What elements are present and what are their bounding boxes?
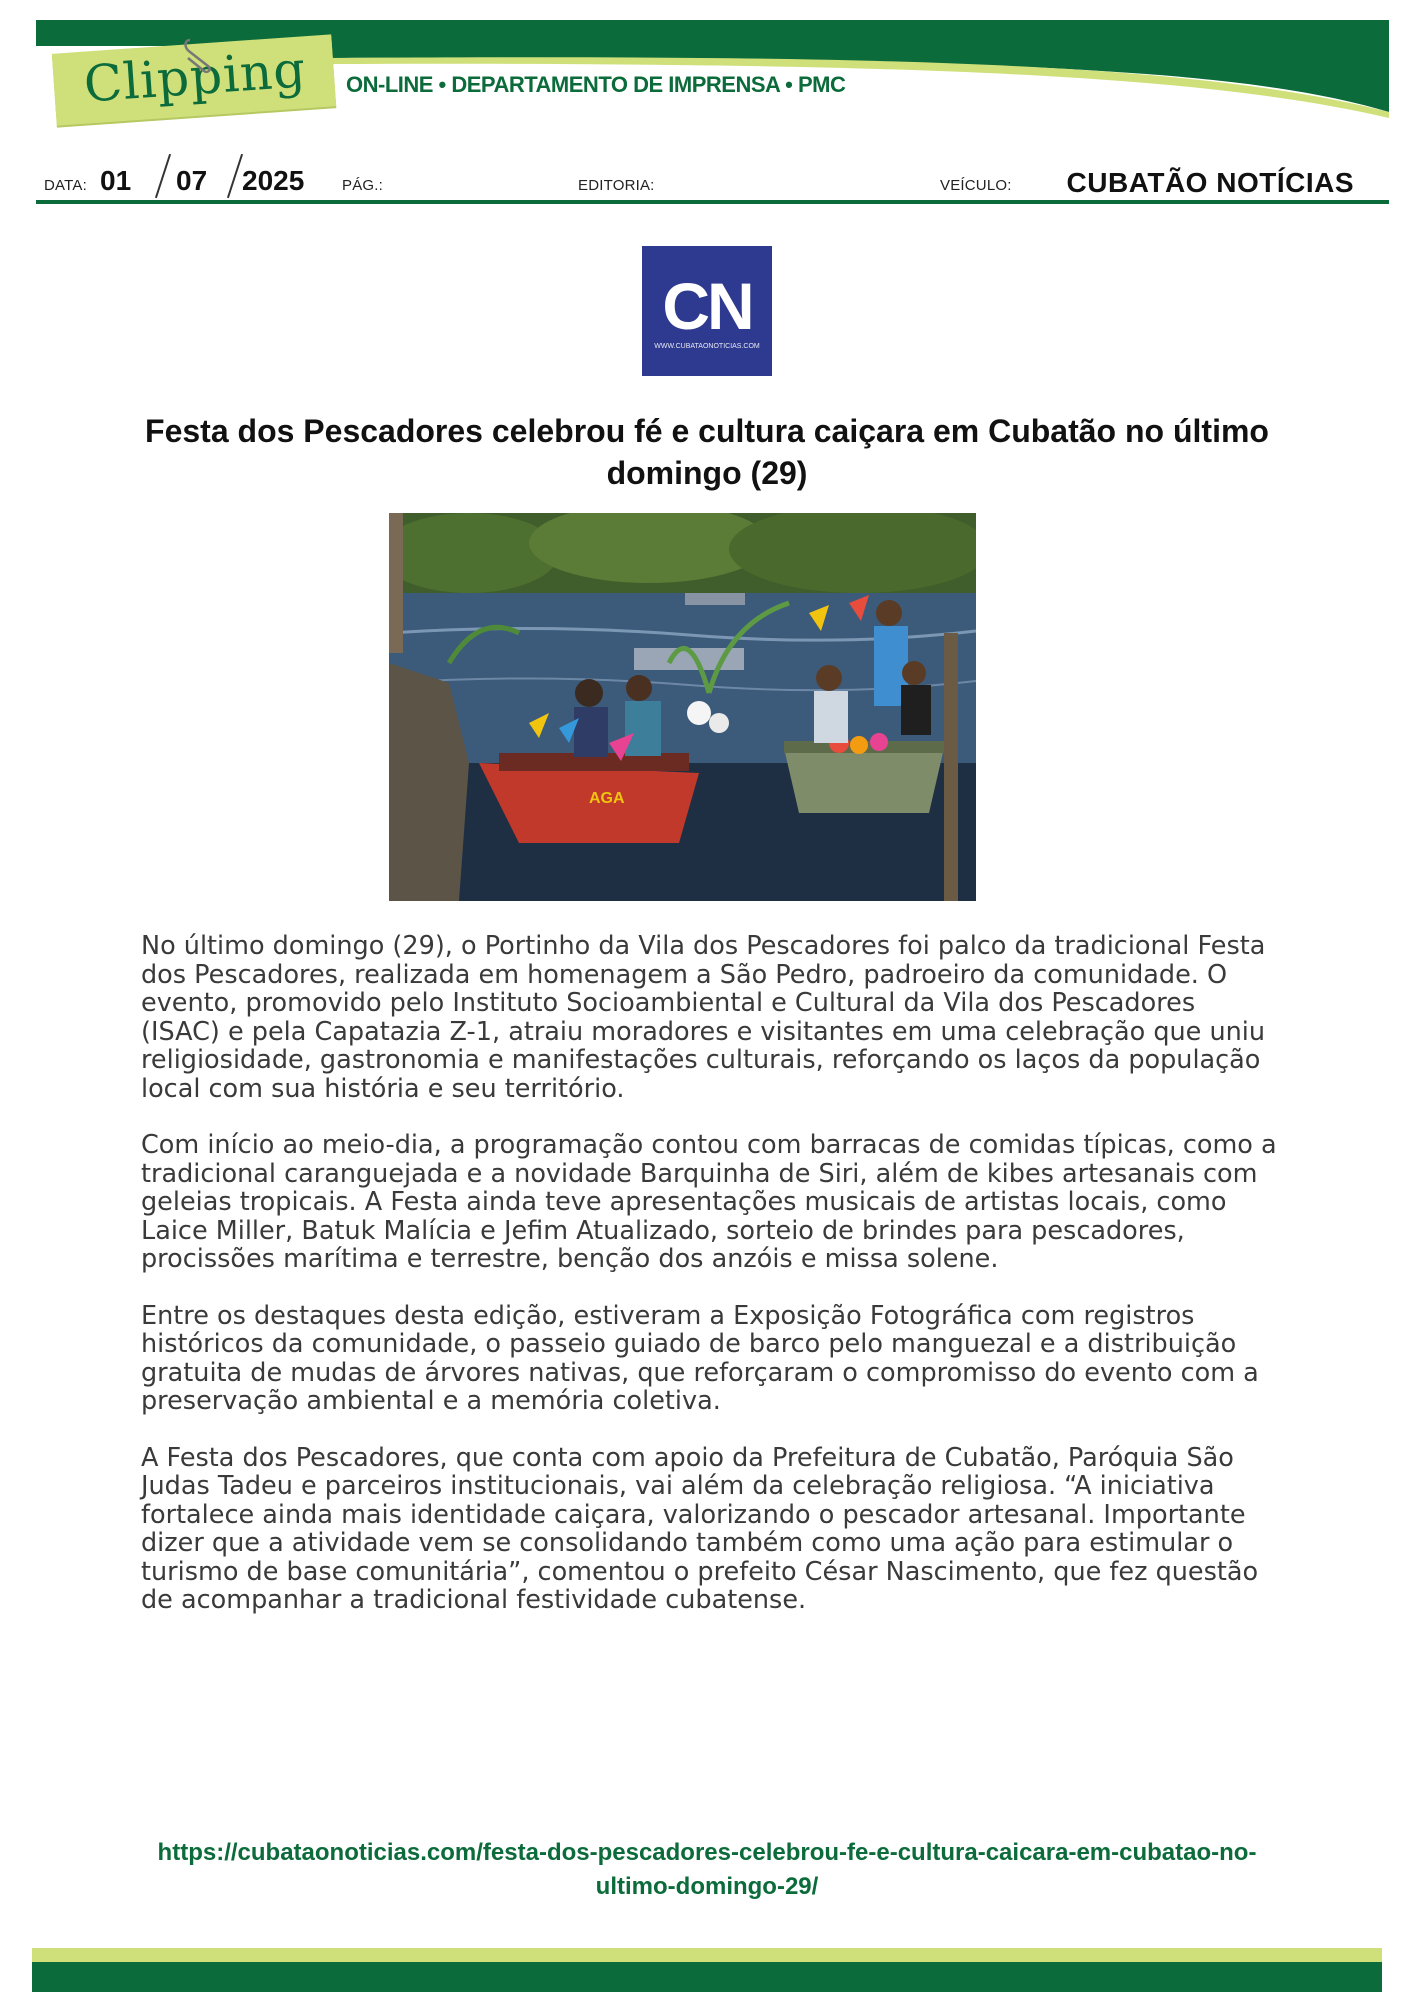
- boat-name: AGA: [589, 790, 625, 807]
- source-url-link[interactable]: https://cubataonoticias.com/festa-dos-pescadores-celebrou-fe-e-cultura-caicara-em-cubatao-no-ultimo-domingo-29/: [157, 1839, 1257, 1900]
- date-month: 07: [176, 165, 208, 196]
- meta-row: [44, 165, 1354, 205]
- article-paragraph: No último domingo (29), o Portinho da Vila dos Pescadores foi palco da tradicional Festa dos Pescadores, realizada em homenagem a São Pedro, padroeiro da comunidade. O evento, promovido pelo Instituto Socioambiental e Cultural da Vila dos Pescadores (ISAC) e pela Capatazia Z-1, atraiu moradores e visitantes em uma celebração que uniu religiosidade, gastronomia e manifestações culturais, reforçando os laços da população local com sua história e seu território.: [141, 931, 1266, 1104]
- logo-letters: CN: [662, 268, 752, 343]
- article-paragraph: Entre os destaques desta edição, estiveram a Exposição Fotográfica com registros históricos da comunidade, o passeio guiado de barco pelo manguezal e a distribuição gratuita de mudas de árvores nativas, que reforçaram o compromisso do evento com a preservação ambiental e a memória coletiva.: [141, 1300, 1259, 1416]
- article-photo: [389, 513, 976, 901]
- clipping-label: Clipping: [82, 40, 308, 114]
- page-label: PÁG.:: [342, 177, 384, 194]
- article-paragraph: Com início ao meio-dia, a programação contou com barracas de comidas típicas, como a tradicional caranguejada e a novidade Barquinha de Siri, além de kibes artesanais com geleias tropicais. A Festa ainda teve apresentações musicais de artistas locais, como Laice Miller, Batuk Malícia e Jefim Atualizado, sorteio de brindes para pescadores, procissões marítima e terrestre, benção dos anzóis e missa solene.: [141, 1130, 1277, 1274]
- header-divider: [36, 200, 1389, 204]
- header-subtitle: ON-LINE • DEPARTAMENTO DE IMPRENSA • PMC: [346, 72, 846, 97]
- date-label: DATA:: [44, 177, 87, 194]
- editoria-label: EDITORIA:: [578, 177, 655, 194]
- vehicle-label: VEÍCULO:: [940, 177, 1012, 194]
- vehicle-value: CUBATÃO NOTÍCIAS: [1066, 167, 1354, 198]
- footer-stripe-light: [32, 1948, 1382, 1962]
- date-separator: [155, 154, 171, 198]
- logo-url: WWW.CUBATAONOTICIAS.COM: [654, 342, 760, 350]
- date-separator: [227, 154, 243, 198]
- footer-stripe-dark: [32, 1962, 1382, 1992]
- date-day: 01: [100, 165, 132, 196]
- article-body: [141, 932, 1281, 1643]
- article-title: Festa dos Pescadores celebrou fé e cultura caiçara em Cubatão no último domingo (29): [145, 413, 1269, 491]
- paperclip-icon: [182, 36, 216, 76]
- cubatao-noticias-logo: [642, 246, 772, 376]
- article-paragraph: A Festa dos Pescadores, que conta com apoio da Prefeitura de Cubatão, Paróquia São Judas Tadeu e parceiros institucionais, vai além da celebração religiosa. “A iniciativa fortalece ainda mais identidade caiçara, valorizando o pescador artesanal. Importante dizer que a atividade vem se consolidando também como uma ação para estimular o turismo de base comunitária”, comentou o prefeito César Nascimento, que fez questão de acompanhar a tradicional festividade cubatense.: [141, 1442, 1259, 1615]
- date-year: 2025: [242, 165, 305, 196]
